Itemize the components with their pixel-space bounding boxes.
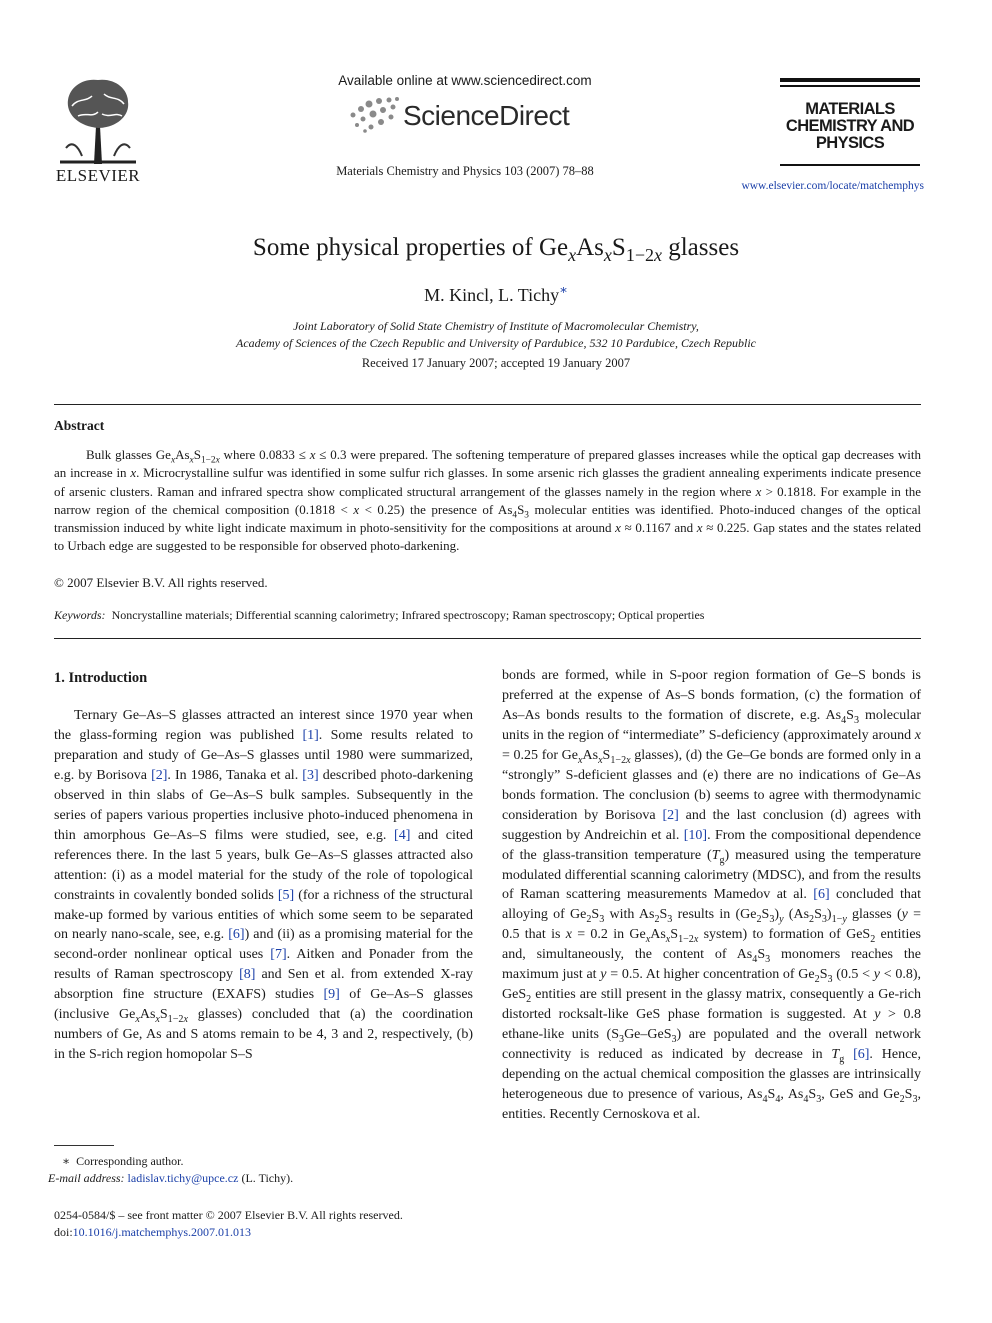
divider bbox=[54, 638, 921, 639]
affiliation bbox=[0, 318, 992, 352]
journal-logo-rule bbox=[780, 164, 920, 166]
citation-link[interactable]: [2] bbox=[151, 767, 168, 783]
front-matter bbox=[54, 1207, 403, 1241]
citation-link[interactable]: [4] bbox=[394, 827, 411, 843]
corresponding-author-marker[interactable]: ∗ bbox=[559, 282, 568, 297]
article-title: Some physical properties of $Ge_xAs_xS_{1-2x}$ glasses bbox=[252, 234, 740, 265]
citation-link[interactable]: [8] bbox=[239, 967, 256, 983]
journal-title-line: PHYSICS bbox=[815, 134, 885, 152]
sciencedirect-dots-icon bbox=[345, 95, 401, 135]
footnote bbox=[48, 1153, 294, 1187]
email-suffix: (L. Tichy). bbox=[238, 1171, 294, 1185]
elsevier-tree-icon bbox=[58, 76, 138, 164]
citation-link[interactable]: [6] bbox=[853, 1047, 870, 1063]
citation-link[interactable]: [7] bbox=[270, 947, 287, 963]
body-column-right: bonds are formed, while in S-poor region formation of Ge–S bonds is preferred at the expense of As–S bonds formation, (c) the formation of As–As bonds results to the formation of discrete, e.g. $As_4S_3$ molecular units in the region of “intermediate” S-deficiency (approximately around x = 0.25 for $Ge_xAs_xS_{1-2x}$ glasses), (d) the Ge–Ge bonds are formed only in a “strongly” S-deficient glasses and (e) there are no indications of Ge–As bonds formation. The conclusion (b) seems to agree with thermodynamic consideration by Borisova [2] and the last conclusion (d) agrees with suggestion by Andreichin et al. [10]. From the compositional dependence of the glass-transition temperature $(T_g)$ measured using the temperature modulated differential scanning calorimetry (MDSC), and from the results of Raman scattering measurements Mamedov at al. [6] concluded that alloying of $Ge_2S_3$ with $As_2S_3$ results in $(Ge_2S_3)_y$ $(As_2S_3)_{1-y}$ glasses (y = 0.5 that is x = 0.2 in $Ge_xAs_xS_{1-2x}$ system) to formation of GeS$_2$ entities and, simultaneously, the content of $As_4S_3$ monomers reaches the maximum just at y = 0.5. At higher concentration of $Ge_2S_3$ (0.5 < y < 0.8), GeS$_2$ entities are still present in the glassy matrix, consequently a Ge-rich distorted rocksalt-like GeS phase formation is suggested. At y > 0.8 ethane-like units $(S_3Ge-GeS_3)$ are populated and the overall network connectivity is reduced as indicated by decrease in $T_g$ [6]. Hence, depending on the actual chemical composition the glasses are intrinsically heterogeneous due to presence of various, $As_4S_4$, $As_4S_3$, GeS and $Ge_2S_3$, entities. Recently Cernoskova et al. bbox=[502, 668, 922, 1122]
citation-link[interactable]: [10] bbox=[683, 827, 708, 843]
available-online-text: Available online at www.sciencedirect.com bbox=[338, 73, 592, 88]
journal-title-line: MATERIALS bbox=[805, 100, 895, 118]
author-list bbox=[0, 282, 992, 306]
citation-link[interactable]: [3] bbox=[302, 767, 319, 783]
title-text-end: glasses bbox=[661, 234, 740, 261]
journal-title bbox=[780, 101, 920, 152]
authors-text: M. Kincl, L. Tichy bbox=[424, 285, 560, 305]
doi-link[interactable]: 10.1016/j.matchemphys.2007.01.013 bbox=[72, 1225, 251, 1239]
footnote-mark: ∗ bbox=[62, 1154, 71, 1168]
sciencedirect-wordmark: ScienceDirect bbox=[403, 100, 570, 131]
keywords-label: Keywords: bbox=[54, 608, 106, 622]
divider bbox=[54, 404, 921, 405]
citation-link[interactable]: [9] bbox=[323, 987, 340, 1003]
citation-link[interactable]: [5] bbox=[277, 887, 295, 903]
journal-title-line: CHEMISTRY AND bbox=[785, 117, 915, 135]
footnote-rule bbox=[54, 1145, 114, 1146]
keywords bbox=[54, 608, 921, 623]
journal-title-logo bbox=[780, 78, 920, 166]
title-text: Some physical properties of Ge bbox=[252, 234, 569, 261]
keywords-text: Noncrystalline materials; Differential scanning calorimetry; Infrared spectroscopy; Raman spectroscopy; Optical properties bbox=[111, 608, 705, 622]
journal-logo-rule bbox=[780, 85, 920, 87]
email-link[interactable]: ladislav.tichy@upce.cz bbox=[127, 1171, 239, 1185]
email-label: E-mail address: bbox=[48, 1171, 125, 1185]
journal-url-link[interactable]: www.elsevier.com/locate/matchemphys bbox=[741, 180, 924, 192]
affiliation-line: Joint Laboratory of Solid State Chemistry of Institute of Macromolecular Chemistry, bbox=[293, 319, 699, 333]
copyright-line: © 2007 Elsevier B.V. All rights reserved. bbox=[54, 575, 268, 590]
citation-link[interactable]: [6] bbox=[813, 887, 830, 903]
doi-label: doi: bbox=[54, 1225, 73, 1239]
abstract-text: Bulk glasses $Ge_xAs_xS_{1-2x}$ where 0.0833 ≤ x ≤ 0.3 were prepared. The softening temperature of prepared glasses increases while the optical gap decreases with an increase in x. Microcrystalline sulfur was identified in some sulfur rich glasses. In some arsenic rich glasses the gradient annealing experiments indicate presence of arsenic clusters. Raman and infrared spectra show complicated structural arrangement of the glasses namely in the region where x > 0.1818. For example in the narrow region of the chemical composition (0.1818 < x < 0.25) the presence of $As_4S_3$ molecular entities was identified. Photo-induced changes of the optical transmission induced by white light indicate maximum in photo-sensitivity for the compositions at around x ≈ 0.1167 and x ≈ 0.225. Gap states and the states related to Urbach edge are suggested to be responsible for observed photo-darkening. bbox=[54, 447, 922, 554]
abstract-heading: Abstract bbox=[54, 418, 105, 433]
publisher-name: ELSEVIER bbox=[55, 166, 141, 185]
body-column-left: Ternary Ge–As–S glasses attracted an interest since 1970 year when the glass-forming region was published [1]. Some results related to preparation and study of Ge–As–S glasses until 1980 were summarized, e.g. by Borisova [2]. In 1986, Tanaka et al. [3] described photo-darkening observed in thin slabs of Ge–As–S bulk samples. Subsequently in the series of papers various properties inclusive photo-induced phenomena in thin amorphous Ge–As–S films were studied, see, e.g. [4] and cited references there. In the last 5 years, bulk Ge–As–S glasses attracted also attention: (i) as a model material for the study of the role of topological constraints in covalently bonded solids [5] (for a richness of the structural make-up formed by various entities of which some seem to be separated on nearly nano-scale, see, e.g. [6]) and (ii) as a promising material for the second-order nonlinear optical uses [7]. Aitken and Ponader from the results of Raman spectroscopy [8] and Sen et al. from extended X-ray absorption fine structure (EXAFS) studies [9] of Ge–As–S glasses (inclusive $Ge_xAs_xS_{1-2x}$ glasses) concluded that (a) the coordination numbers of Ge, As and S atoms remain to be 4, 3 and 2, respectively, (b) in the S-rich region homopolar S–S bbox=[54, 708, 474, 1063]
journal-reference: Materials Chemistry and Physics 103 (2007) 78–88 bbox=[336, 164, 594, 178]
received-dates: Received 17 January 2007; accepted 19 January 2007 bbox=[361, 356, 631, 370]
corresponding-author-note: Corresponding author. bbox=[76, 1154, 184, 1168]
citation-link[interactable]: [2] bbox=[662, 807, 679, 823]
affiliation-line: Academy of Sciences of the Czech Republic and University of Pardubice, 532 10 Pardubice, Czech Republic bbox=[236, 336, 756, 350]
sciencedirect-logo bbox=[345, 95, 585, 139]
elsevier-logo bbox=[50, 76, 146, 186]
journal-logo-rule bbox=[780, 78, 920, 82]
citation-link[interactable]: [6] bbox=[228, 927, 245, 943]
front-matter-line: 0254-0584/$ – see front matter © 2007 Elsevier B.V. All rights reserved. bbox=[54, 1208, 403, 1222]
section-heading: 1. Introduction bbox=[54, 670, 148, 686]
citation-link[interactable]: [1] bbox=[302, 727, 319, 743]
